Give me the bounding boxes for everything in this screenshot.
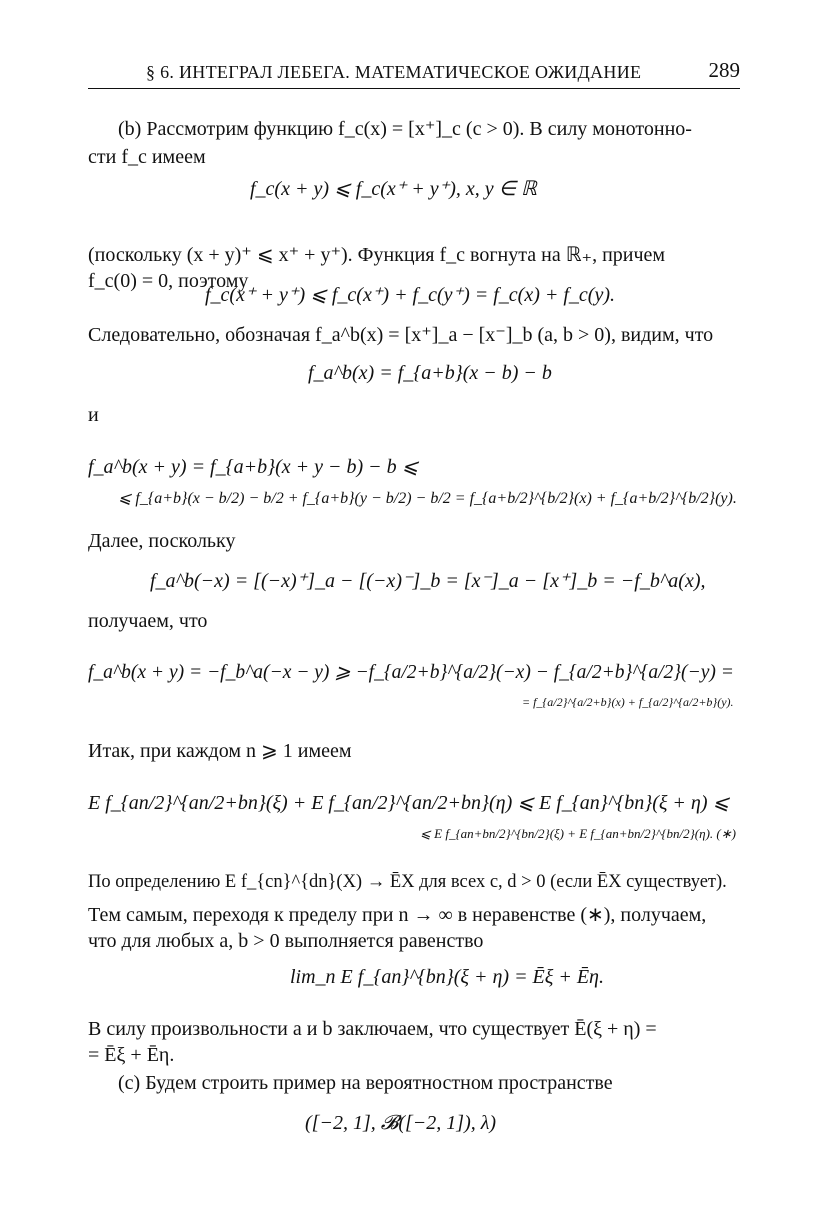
text-line: Итак, при каждом n ⩾ 1 имеем [88,740,352,762]
section-title: § 6. ИНТЕГРАЛ ЛЕБЕГА. МАТЕМАТИЧЕСКОЕ ОЖИДАНИЕ [146,62,642,82]
page-number: 289 [708,58,740,82]
text-line: f_c(0) = 0, поэтому [88,270,249,292]
text-line: (b) Рассмотрим функцию f_c(x) = [x⁺]_c (c > 0). В силу монотонно- [118,118,692,140]
display-formula: f_a^b(x) = f_{a+b}(x − b) − b [308,362,552,384]
display-formula: f_c(x⁺ + y⁺) ⩽ f_c(x⁺) + f_c(y⁺) = f_c(x) + f_c(y). [205,284,615,306]
running-header [88,56,740,89]
text-line: В силу произвольности a и b заключаем, что существует Ē(ξ + η) = [88,1018,657,1040]
display-formula: E f_{an/2}^{an/2+bn}(ξ) + E f_{an/2}^{an/2+bn}(η) ⩽ E f_{an}^{bn}(ξ + η) ⩽ [88,792,730,814]
text-line: = Ēξ + Ēη. [88,1044,175,1066]
text-line: Следовательно, обозначая f_a^b(x) = [x⁺]_a − [x⁻]_b (a, b > 0), видим, что [88,324,714,346]
text-line: Далее, поскольку [88,530,236,552]
text-line: сти f_c имеем [88,146,206,168]
text-line: (c) Будем строить пример на вероятностном пространстве [118,1072,613,1094]
text-line: По определению E f_{cn}^{dn}(X) → ĒX для всех c, d > 0 (если ĒX существует). [88,872,727,892]
display-formula: ⩽ E f_{an+bn/2}^{bn/2}(ξ) + E f_{an+bn/2}^{bn/2}(η). (∗) [420,826,736,841]
text-line: получаем, что [88,610,208,632]
text-line: Тем самым, переходя к пределу при n → ∞ в неравенстве (∗), получаем, [88,904,707,926]
display-formula: f_c(x + y) ⩽ f_c(x⁺ + y⁺), x, y ∈ ℝ [250,178,537,200]
display-formula: = f_{a/2}^{a/2+b}(x) + f_{a/2}^{a/2+b}(y). [522,695,734,709]
display-formula: ([−2, 1], 𝓑([−2, 1]), λ) [305,1112,497,1134]
text-line: что для любых a, b > 0 выполняется равенство [88,930,484,952]
display-formula: f_a^b(x + y) = −f_b^a(−x − y) ⩾ −f_{a/2+b}^{a/2}(−x) − f_{a/2+b}^{a/2}(−y) = [88,662,734,683]
text-line: и [88,404,99,426]
display-formula: f_a^b(−x) = [(−x)⁺]_a − [(−x)⁻]_b = [x⁻]_a − [x⁺]_b = −f_b^a(x), [150,570,706,592]
display-formula: f_a^b(x + y) = f_{a+b}(x + y − b) − b ⩽ [88,456,419,478]
text-line: (поскольку (x + y)⁺ ⩽ x⁺ + y⁺). Функция f_c вогнута на ℝ₊, причем [88,244,666,266]
display-formula: ⩽ f_{a+b}(x − b/2) − b/2 + f_{a+b}(y − b/2) − b/2 = f_{a+b/2}^{b/2}(x) + f_{a+b/2}^{b/2}(y). [118,490,737,507]
display-formula: lim_n E f_{an}^{bn}(ξ + η) = Ēξ + Ēη. [290,966,604,988]
